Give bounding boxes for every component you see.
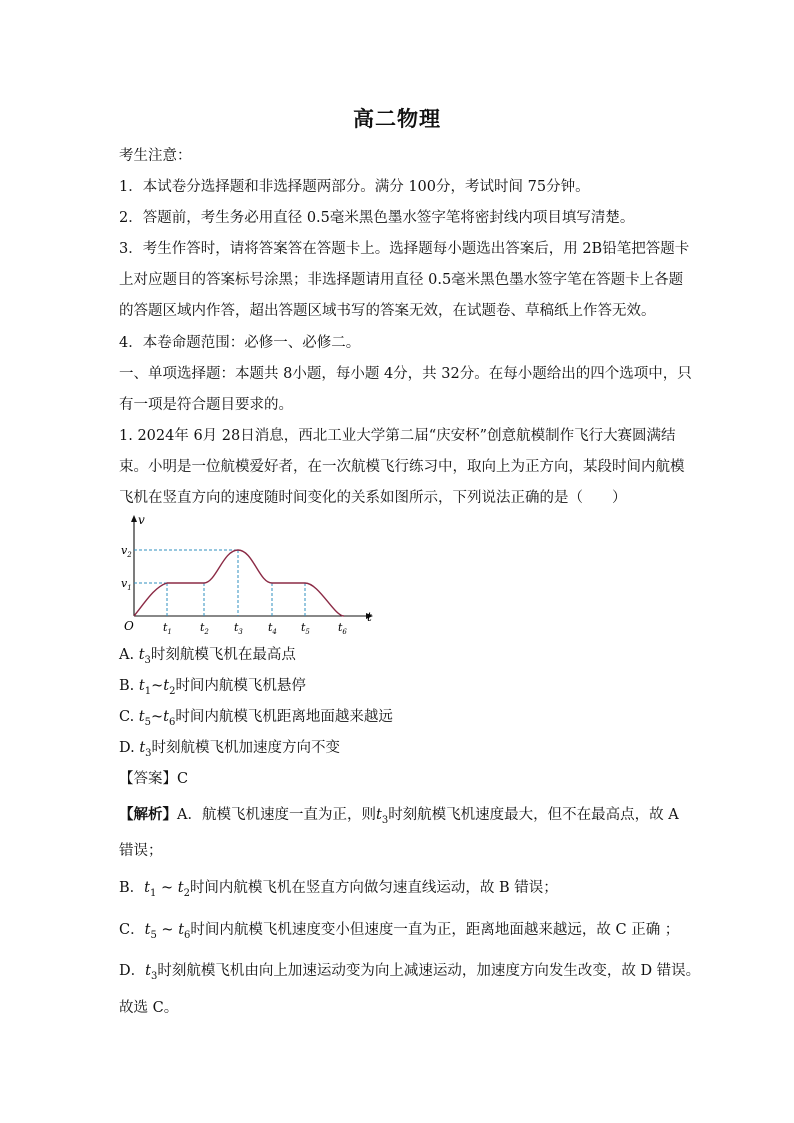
- answer-line: 【答案】C: [119, 771, 189, 787]
- y-axis-arrow: [131, 515, 137, 522]
- option-a: A. $t_3$时刻航模飞机在最高点: [119, 647, 296, 666]
- t5-label: $t_5$: [301, 621, 310, 636]
- analysis-d: D．$t_3$时刻航模飞机由向上加速运动变为向上减速运动，加速度方向发生改变，故 D 错误。: [119, 963, 701, 982]
- v1-label: $v_1$: [121, 577, 132, 592]
- page-title: 高二物理: [353, 106, 441, 131]
- notice-item-2: 2．答题前，考生务必用直径 0.5毫米黑色墨水签字笔将密封线内项目填写清楚。: [119, 210, 635, 226]
- option-b: B. $t_1\sim t_2$时间内航模飞机悬停: [119, 678, 306, 697]
- t1-label: $t_1$: [163, 621, 172, 636]
- question-stem-line-1: 1. 2024年 6月 28日消息，西北工业大学第二届“庆安杯”创意航模制作飞行大赛圆满结: [119, 428, 676, 444]
- analysis-conclusion: 故选 C。: [119, 1000, 179, 1016]
- origin-label: O: [124, 619, 134, 633]
- notice-item-4: 4．本卷命题范围：必修一、必修二。: [119, 335, 361, 351]
- notice-item-1: 1．本试卷分选择题和非选择题两部分。满分 100分，考试时间 75分钟。: [119, 179, 590, 195]
- section-heading: 一、单项选择题：本题共 8小题，每小题 4分，共 32分。在每小题给出的四个选项中，只: [119, 366, 692, 382]
- t2-label: $t_2$: [200, 621, 209, 636]
- v2-label: $v_2$: [121, 544, 132, 559]
- notice-item-3-cont-2: 的答题区域内作答，超出答题区域书写的答案无效，在试题卷、草稿纸上作答无效。: [119, 303, 656, 319]
- analysis-a-cont: 错误；: [119, 843, 163, 859]
- y-axis-label: v: [138, 513, 145, 527]
- notice-item-3: 3．考生作答时，请将答案答在答题卡上。选择题每小题选出答案后，用 2B铅笔把答题卡: [119, 241, 690, 257]
- velocity-time-graph: [119, 512, 389, 637]
- section-heading-cont: 有一项是符合题目要求的。: [119, 397, 293, 413]
- analysis-c: C．$t_5$ ~ $t_6$时间内航模飞机速度变小但速度一直为正，距离地面越来越远，故 C 正确 ；: [119, 922, 680, 941]
- notice-item-3-cont-1: 上对应题目的答案标号涂黑；非选择题请用直径 0.5毫米黑色墨水签字笔在答题卡上各题: [119, 272, 684, 288]
- option-c: C. $t_5\sim t_6$时间内航模飞机距离地面越来越远: [119, 709, 393, 728]
- t4-label: $t_4$: [268, 621, 277, 636]
- notice-heading: 考生注意：: [119, 148, 192, 164]
- analysis-b: B．$t_1$ ~ $t_2$时间内航模飞机在竖直方向做匀速直线运动，故 B 错误；: [119, 880, 558, 899]
- analysis-a: 【解析】A．航模飞机速度一直为正，则$t_3$时刻航模飞机速度最大，但不在最高点，故 A: [119, 806, 679, 826]
- question-stem-line-3: 飞机在竖直方向的速度随时间变化的关系如图所示，下列说法正确的是（ ）: [119, 490, 627, 506]
- velocity-curve: [134, 550, 344, 616]
- x-axis-label: t: [367, 610, 372, 624]
- t3-label: $t_3$: [234, 621, 243, 636]
- t6-label: $t_6$: [338, 621, 347, 636]
- option-d: D. $t_3$时刻航模飞机加速度方向不变: [119, 740, 341, 759]
- question-stem-line-2: 束。小明是一位航模爱好者，在一次航模飞行练习中，取向上为正方向，某段时间内航模: [119, 459, 685, 475]
